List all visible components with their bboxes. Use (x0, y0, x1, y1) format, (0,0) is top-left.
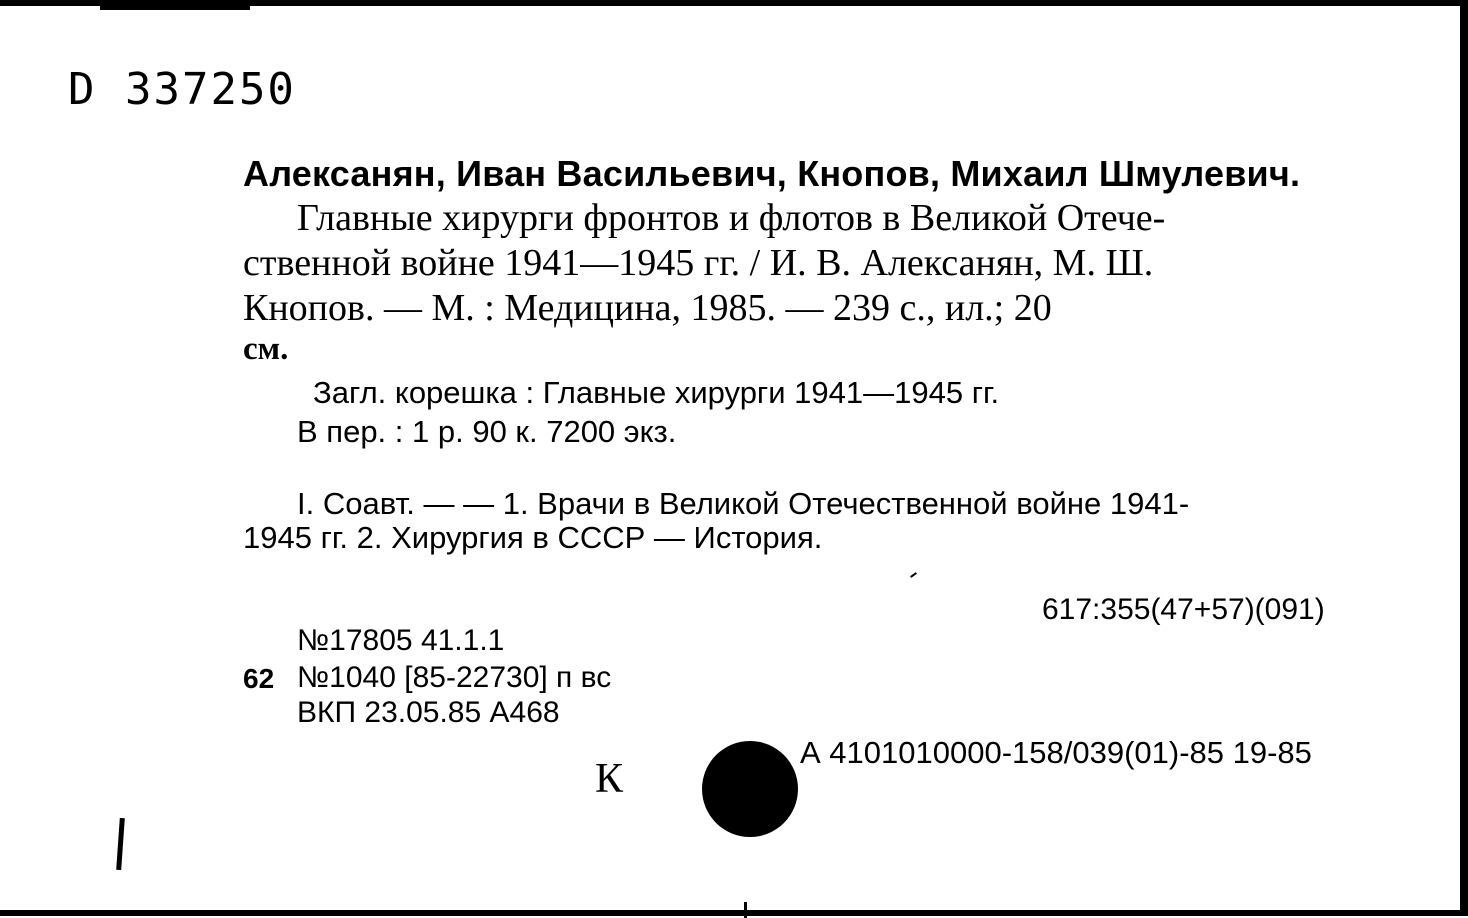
pencil-tick-mark (910, 572, 917, 578)
registry-line-1: №17805 41.1.1 (297, 624, 505, 657)
note-binding-price: В пер. : 1 р. 90 к. 7200 экз. (297, 414, 677, 449)
letter-k: К (595, 756, 624, 802)
authors-heading: Алексанян, Иван Васильевич, Кнопов, Михаил Шмулевич. (243, 153, 1301, 194)
edge-mark-top (100, 6, 250, 10)
description-line-3: Кнопов. — М. : Медицина, 1985. — 239 с., ил.; 20 (243, 287, 1052, 329)
publication-code: А 4101010000-158/039(01)-85 19-85 (800, 735, 1312, 770)
subjects-line-2: 1945 гг. 2. Хирургия в СССР — История. (243, 520, 823, 555)
description-line-1: Главные хирурги фронтов и флотов в Великой Отече- (297, 197, 1166, 239)
punch-hole (702, 741, 798, 837)
description-line-4: см. (243, 331, 289, 367)
subjects-line-1: I. Соавт. — — 1. Врачи в Великой Отечественной войне 1941- (297, 486, 1190, 521)
description-line-2: ственной войне 1941—1945 гг. / И. В. Алексанян, М. Ш. (243, 242, 1154, 284)
note-spine-title: Загл. корешка : Главные хирурги 1941—1945 гг. (313, 375, 1000, 410)
edge-mark-left (116, 818, 125, 870)
call-number: D 337250 (68, 64, 296, 115)
udc-classification: 617:355(47+57)(091) (1042, 593, 1325, 626)
registry-line-3: ВКП 23.05.85 А468 (297, 696, 560, 729)
registry-number-62: 62 (243, 663, 275, 694)
registry-line-2: №1040 [85-22730] п вс (297, 661, 612, 694)
